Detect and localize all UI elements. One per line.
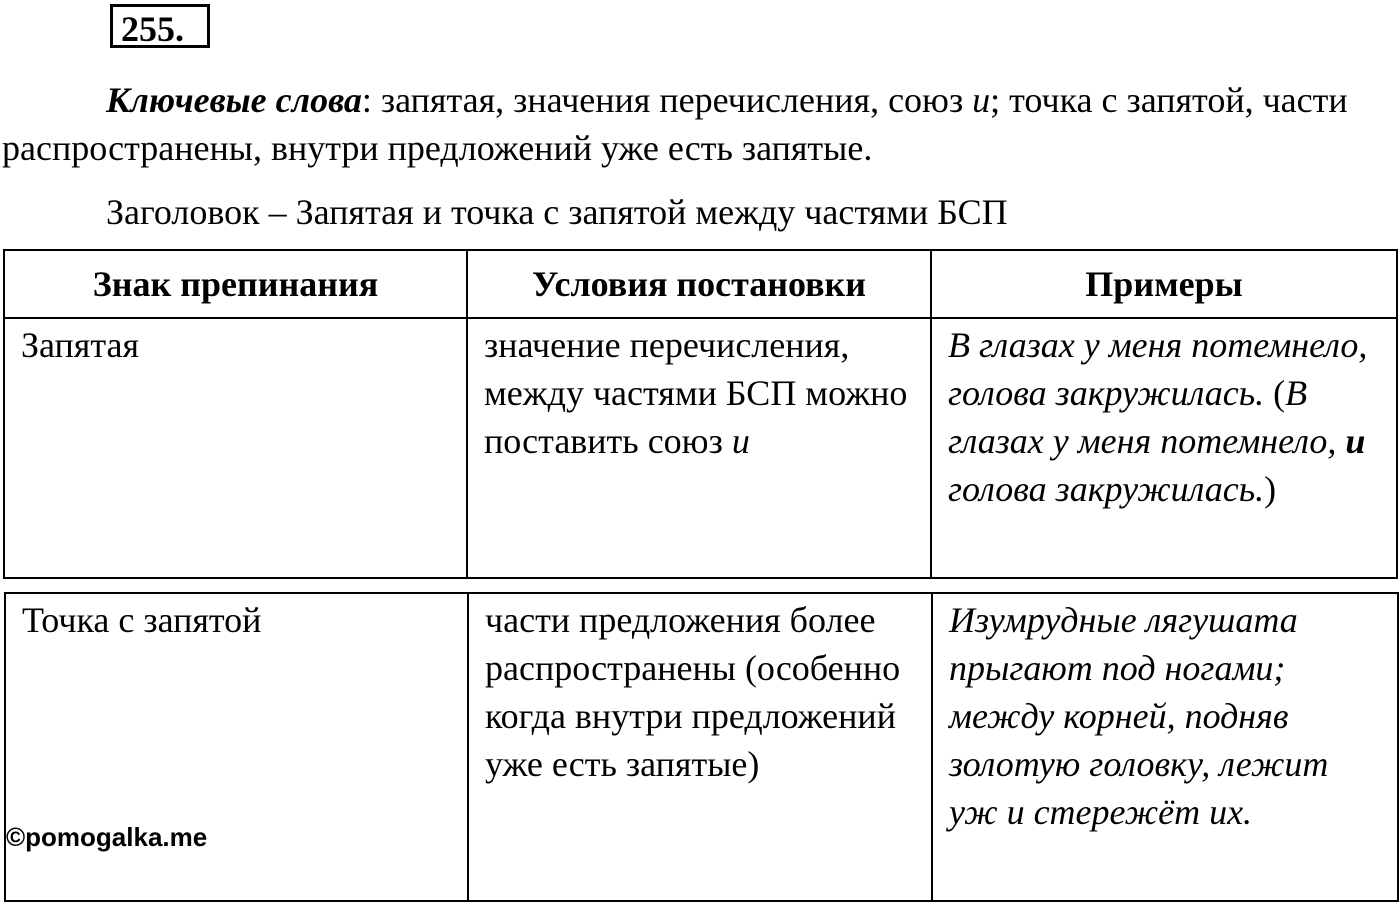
watermark: ©pomogalka.me [6,822,208,852]
condition-semicolon: части предложения более распространены (особенно когда внутри предложений уже есть запятые) [485,600,901,784]
keywords-text-1: : запятая, значения перечисления, союз [361,80,973,120]
example-comma-part3: голова закружилась. [948,469,1265,509]
condition-comma-conj: и [731,421,750,461]
example-comma [932,319,1396,513]
example-comma-close-paren: ) [1264,469,1277,509]
punctuation-table [3,249,1398,579]
cell-sign-comma [4,318,467,578]
example-comma-open-paren: ( [1264,373,1286,413]
cell-sign-semicolon [5,593,468,901]
sign-semicolon: Точка с запятой [22,600,262,640]
cell-example-comma [931,318,1397,578]
title-line: Заголовок – Запятая и точка с запятой между частями БСП [106,192,1008,232]
punctuation-table-continued [4,592,1399,902]
condition-comma [468,319,930,465]
table-row-semicolon [5,593,1398,901]
keywords-label: Ключевые слова [106,80,362,120]
table-row-comma [4,318,1397,578]
exercise-number: 255. [110,4,210,48]
header-examples: Примеры [931,250,1397,318]
table-header-row [4,250,1397,318]
sign-comma: Запятая [21,325,140,365]
keywords-text-2: ; точка с запятой, части распространены, внутри предложений уже есть запятые. [2,80,1348,168]
keywords-conj: и [972,80,991,120]
keywords-paragraph [2,76,1392,172]
example-comma-conj: и [1345,421,1366,461]
condition-comma-text: значение перечисления, между частями БСП можно поставить союз [484,325,908,461]
cell-condition-semicolon [468,593,932,901]
example-comma-part2: В глазах у меня потемнело, [948,373,1346,461]
example-semicolon: Изумрудные лягушата прыгают под ногами; между корней, подняв золотую головку, лежит уж и стережёт их. [949,600,1329,832]
cell-example-semicolon [932,593,1398,901]
cell-condition-comma [467,318,931,578]
header-conditions: Условия постановки [467,250,931,318]
header-sign: Знак препинания [4,250,467,318]
example-comma-part1: В глазах у меня потемнело, голова закружилась. [948,325,1368,413]
